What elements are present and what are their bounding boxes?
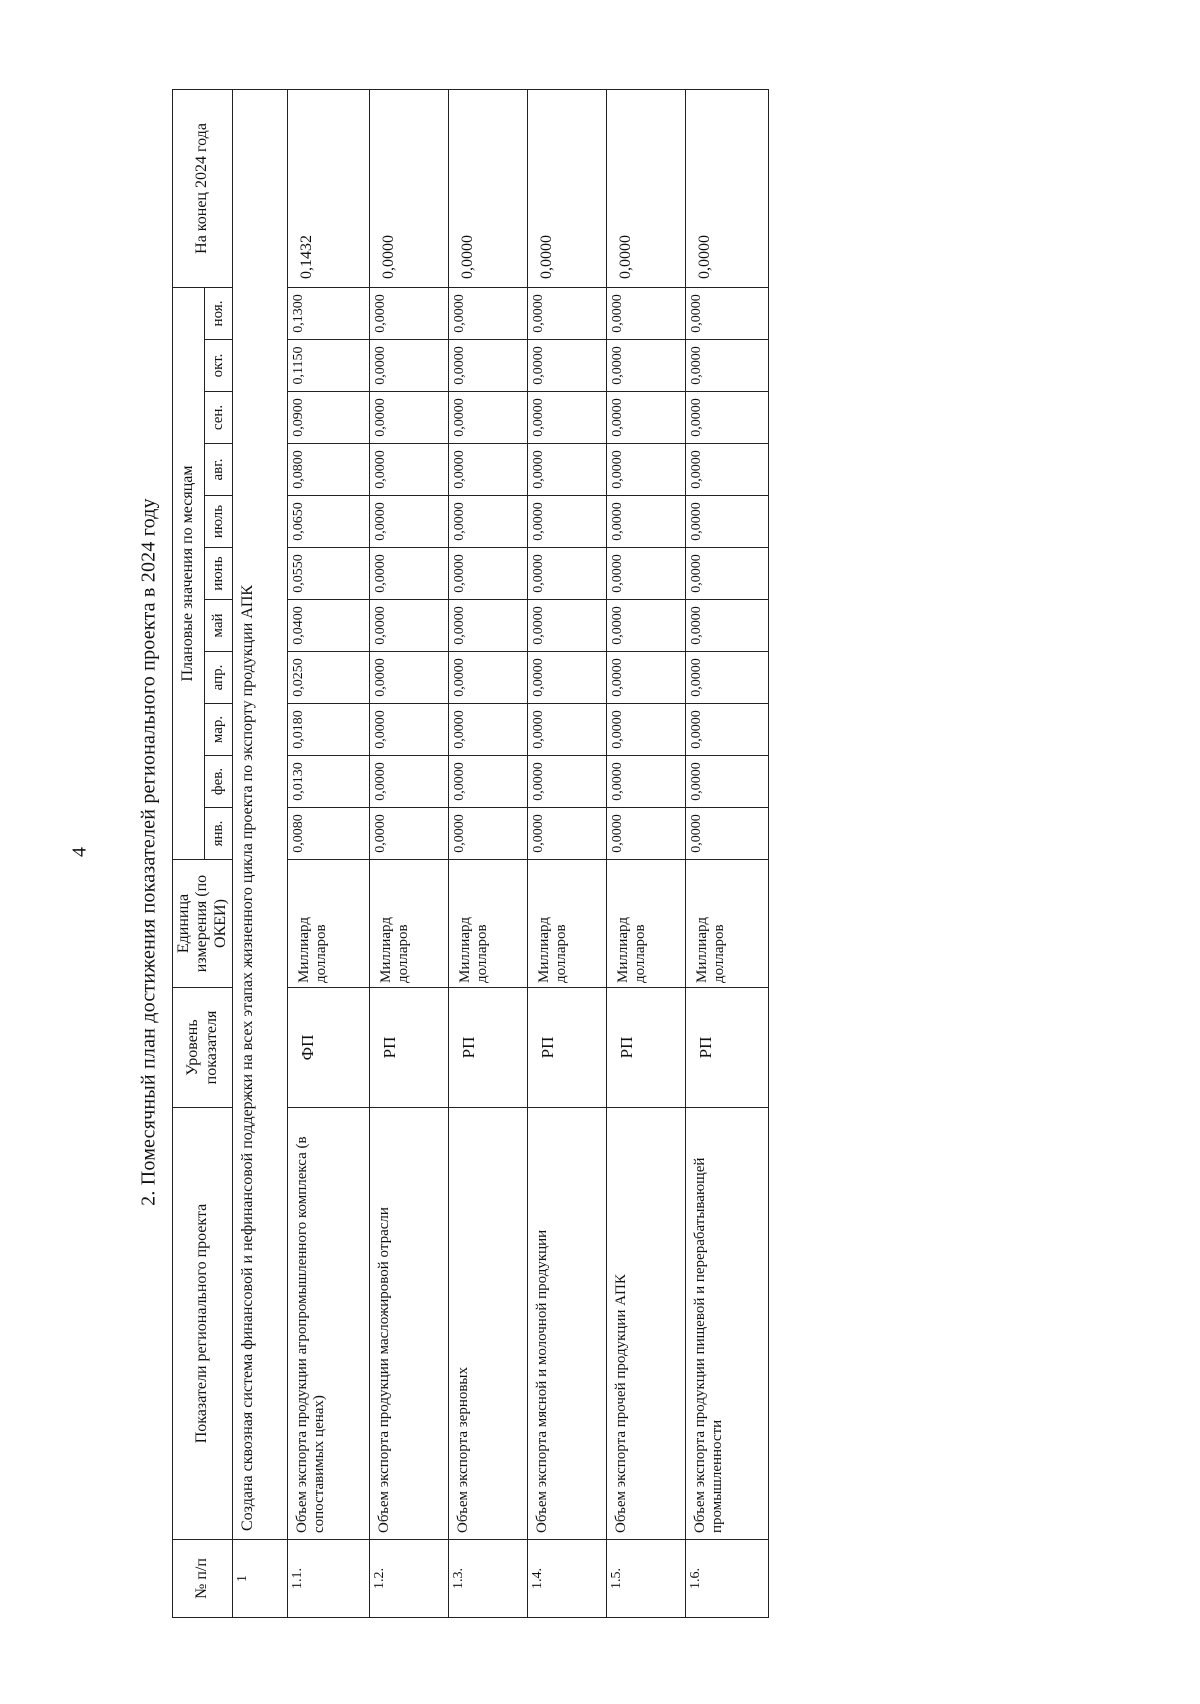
row-month-value: 0,0000 <box>686 756 768 808</box>
table-row <box>287 89 369 1617</box>
row-level: РП <box>607 988 686 1108</box>
row-indicator-name: Объем экспорта продукции масложировой отрасли <box>370 1108 449 1540</box>
row-month-value: 0,0180 <box>287 704 369 756</box>
row-month-value: 0,0000 <box>370 496 449 548</box>
row-month-value: 0,0000 <box>370 756 449 808</box>
page-title: 2. Помесячный план достижения показателей регионального проекта в 2024 году <box>137 498 160 1206</box>
row-month-value: 0,0000 <box>528 392 607 444</box>
row-year-end: 0,0000 <box>686 89 768 287</box>
header-month: июнь <box>205 548 233 600</box>
row-month-value: 0,0000 <box>607 444 686 496</box>
table-row <box>449 89 528 1617</box>
header-year-end: На конец 2024 года <box>173 89 233 287</box>
rotated-table-wrapper <box>172 90 752 1618</box>
header-month: май <box>205 600 233 652</box>
row-month-value: 0,0130 <box>287 756 369 808</box>
header-month: сен. <box>205 392 233 444</box>
row-month-value: 0,0900 <box>287 392 369 444</box>
row-month-value: 0,0000 <box>370 808 449 860</box>
row-month-value: 0,0000 <box>686 444 768 496</box>
row-indicator-name: Объем экспорта прочей продукции АПК <box>607 1108 686 1540</box>
header-indicator: Показатели регионального проекта <box>173 1108 233 1540</box>
row-indicator-name: Объем экспорта продукции агропромышленного комплекса (в сопоставимых ценах) <box>287 1108 369 1540</box>
row-month-value: 0,0000 <box>449 548 528 600</box>
row-unit: Миллиард долларов <box>449 860 528 988</box>
row-month-value: 0,0000 <box>607 808 686 860</box>
row-month-value: 0,0000 <box>528 287 607 339</box>
header-month: июль <box>205 496 233 548</box>
row-unit: Миллиард долларов <box>528 860 607 988</box>
page-number: 4 <box>68 847 91 857</box>
row-month-value: 0,1300 <box>287 287 369 339</box>
row-month-value: 0,0000 <box>607 704 686 756</box>
row-unit: Миллиард долларов <box>287 860 369 988</box>
row-month-value: 0,0000 <box>449 444 528 496</box>
row-month-value: 0,0000 <box>528 548 607 600</box>
row-indicator-name: Объем экспорта зерновых <box>449 1108 528 1540</box>
row-month-value: 0,0000 <box>686 808 768 860</box>
row-month-value: 0,0000 <box>370 444 449 496</box>
header-monthly: Плановые значения по месяцам <box>173 287 205 859</box>
row-year-end: 0,0000 <box>607 89 686 287</box>
row-num: 1.6. <box>686 1540 768 1618</box>
row-month-value: 0,0000 <box>607 600 686 652</box>
row-month-value: 0,0550 <box>287 548 369 600</box>
row-month-value: 0,0000 <box>686 496 768 548</box>
header-level: Уровень показателя <box>173 988 233 1108</box>
row-year-end: 0,1432 <box>287 89 369 287</box>
row-month-value: 0,0000 <box>370 392 449 444</box>
row-year-end: 0,0000 <box>370 89 449 287</box>
row-month-value: 0,0000 <box>686 392 768 444</box>
table-row <box>370 89 449 1617</box>
row-month-value: 0,0000 <box>370 287 449 339</box>
row-month-value: 0,0000 <box>607 756 686 808</box>
row-month-value: 0,0000 <box>528 444 607 496</box>
row-month-value: 0,0000 <box>528 704 607 756</box>
row-indicator-name: Объем экспорта продукции пищевой и перерабатывающей промышленности <box>686 1108 768 1540</box>
row-unit: Миллиард долларов <box>370 860 449 988</box>
row-num: 1.1. <box>287 1540 369 1618</box>
section-num: 1 <box>233 1540 287 1618</box>
row-month-value: 0,0000 <box>686 652 768 704</box>
table-row <box>607 89 686 1617</box>
row-month-value: 0,0000 <box>449 756 528 808</box>
header-num: № п/п <box>173 1540 233 1618</box>
row-month-value: 0,0000 <box>528 496 607 548</box>
row-level: РП <box>370 988 449 1108</box>
row-month-value: 0,0000 <box>449 340 528 392</box>
row-unit: Миллиард долларов <box>686 860 768 988</box>
header-month: апр. <box>205 652 233 704</box>
row-month-value: 0,0000 <box>686 287 768 339</box>
row-num: 1.5. <box>607 1540 686 1618</box>
row-month-value: 0,0250 <box>287 652 369 704</box>
row-level: РП <box>686 988 768 1108</box>
row-month-value: 0,1150 <box>287 340 369 392</box>
row-month-value: 0,0000 <box>370 652 449 704</box>
row-month-value: 0,0000 <box>607 287 686 339</box>
row-month-value: 0,0000 <box>686 600 768 652</box>
row-month-value: 0,0400 <box>287 600 369 652</box>
header-month: окт. <box>205 340 233 392</box>
row-month-value: 0,0000 <box>686 548 768 600</box>
row-month-value: 0,0000 <box>370 600 449 652</box>
row-month-value: 0,0650 <box>287 496 369 548</box>
row-month-value: 0,0000 <box>528 600 607 652</box>
row-month-value: 0,0000 <box>449 808 528 860</box>
row-month-value: 0,0000 <box>607 652 686 704</box>
row-level: ФП <box>287 988 369 1108</box>
header-month: авг. <box>205 444 233 496</box>
row-month-value: 0,0000 <box>528 756 607 808</box>
row-month-value: 0,0000 <box>449 392 528 444</box>
row-month-value: 0,0000 <box>686 340 768 392</box>
row-num: 1.3. <box>449 1540 528 1618</box>
row-month-value: 0,0000 <box>686 704 768 756</box>
table-row <box>528 89 607 1617</box>
row-level: РП <box>449 988 528 1108</box>
row-month-value: 0,0000 <box>528 808 607 860</box>
row-month-value: 0,0000 <box>607 496 686 548</box>
row-num: 1.2. <box>370 1540 449 1618</box>
row-unit: Миллиард долларов <box>607 860 686 988</box>
row-month-value: 0,0000 <box>449 496 528 548</box>
table-row <box>686 89 768 1617</box>
header-month: ноя. <box>205 287 233 339</box>
row-month-value: 0,0000 <box>528 340 607 392</box>
indicators-table <box>172 89 769 1618</box>
row-month-value: 0,0000 <box>449 600 528 652</box>
row-month-value: 0,0080 <box>287 808 369 860</box>
row-year-end: 0,0000 <box>528 89 607 287</box>
header-month: мар. <box>205 704 233 756</box>
row-year-end: 0,0000 <box>449 89 528 287</box>
row-month-value: 0,0000 <box>370 340 449 392</box>
header-unit: Единица измерения (по ОКЕИ) <box>173 860 233 988</box>
section-text: Создана сквозная система финансовой и нефинансовой поддержки на всех этапах жизненного цикла проекта по экспорту продукции АПК <box>233 89 287 1539</box>
row-month-value: 0,0000 <box>607 340 686 392</box>
row-level: РП <box>528 988 607 1108</box>
row-num: 1.4. <box>528 1540 607 1618</box>
row-month-value: 0,0000 <box>607 548 686 600</box>
row-month-value: 0,0000 <box>607 392 686 444</box>
row-month-value: 0,0000 <box>449 652 528 704</box>
header-month: янв. <box>205 808 233 860</box>
row-month-value: 0,0000 <box>449 704 528 756</box>
header-month: фев. <box>205 756 233 808</box>
row-month-value: 0,0000 <box>449 287 528 339</box>
row-month-value: 0,0000 <box>370 548 449 600</box>
row-month-value: 0,0000 <box>370 704 449 756</box>
row-month-value: 0,0000 <box>528 652 607 704</box>
row-indicator-name: Объем экспорта мясной и молочной продукции <box>528 1108 607 1540</box>
row-month-value: 0,0800 <box>287 444 369 496</box>
